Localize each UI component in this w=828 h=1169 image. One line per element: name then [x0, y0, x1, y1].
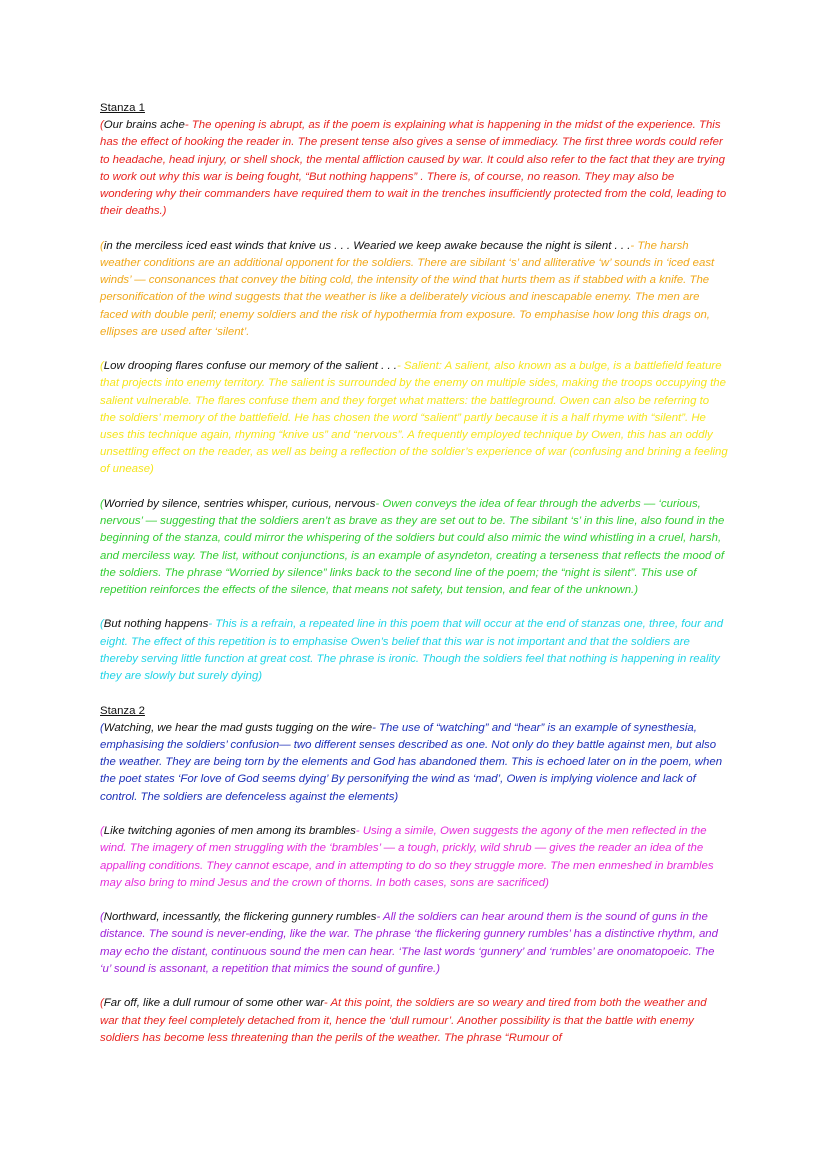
poem-line: Northward, incessantly, the flickering gunnery rumbles [103, 911, 377, 924]
annotation-note: - Using a simile, Owen suggests the agony of the men reflected in the wind. The imagery of men struggling with the ‘brambles’ — a tough, prickly, wild shrub — gives the reader an idea of the appalling conditions. They cannot escape, and in attempting to do so they struggle more. The men enmeshed in brambles may also bring to mind Jesus and the crown of thorns. In both cases, sons are sacrificed) [100, 825, 714, 889]
annotation-note: - The use of “watching” and “hear” is an example of synesthesia, emphasising the soldiers’ confusion— two different senses described as one. Not only do they battle against men, but also the weather. They are being torn by the elements and God has abandoned them. This is echoed later on in the poem, when the poet states ‘For love of God seems dying’ By personifying the wind as ‘mad’, Owen is implying violence and lack of control. The soldiers are defenceless against the elements) [100, 721, 723, 803]
poem-line: Worried by silence, sentries whisper, curious, nervous [103, 497, 376, 510]
stanza-2 [100, 703, 728, 1047]
annotation-paragraph: (Far off, like a dull rumour of some other war- At this point, the soldiers are so weary and tired from both the weather and war that they feel completely detached from it, hence the ‘dull rumour’. Another possibility is that the battle with enemy soldiers has become less threatening than the perils of the weather. The phrase “Rumour of [100, 997, 707, 1044]
annotation-note: - At this point, the soldiers are so weary and tired from both the weather and war that they feel completely detached from it, hence the ‘dull rumour’. Another possibility is that the battle with enemy soldiers has become less threatening than the perils of the weather. The phrase “Rumour of [100, 997, 707, 1044]
annotation-note: - All the soldiers can hear around them is the sound of guns in the distance. The sound is never-ending, like the war. The phrase ‘the flickering gunnery rumbles’ has a distinctive rhythm, and may echo the distant, continuous sound the men can hear. ‘The last words ‘gunnery’ and ‘rumbles’ are onomatopoeic. The ‘u’ sound is assonant, a repetition that mimics the sound of gunfire.) [100, 911, 718, 975]
stanza-heading: Stanza 1 [100, 102, 145, 114]
poem-line: Far off, like a dull rumour of some other war [103, 997, 324, 1010]
annotation-paragraph: (Like twitching agonies of men among its brambles- Using a simile, Owen suggests the agony of the men reflected in the wind. The imagery of men struggling with the ‘brambles’ — a tough, prickly, wild shrub — gives the reader an idea of the appalling conditions. They cannot escape, and in attempting to do so they struggle more. The men enmeshed in brambles may also bring to mind Jesus and the crown of thorns. In both cases, sons are sacrificed) [100, 825, 714, 889]
stanza-heading: Stanza 2 [100, 704, 145, 717]
annotation-paragraph: (Northward, incessantly, the flickering gunnery rumbles- All the soldiers can hear around them is the sound of guns in the distance. The sound is never-ending, like the war. The phrase ‘the flickering gunnery rumbles’ has a distinctive rhythm, and may echo the distant, continuous sound the men can hear. ‘The last words ‘gunnery’ and ‘rumbles’ are onomatopoeic. The ‘u’ sound is assonant, a repetition that mimics the sound of gunfire.) [100, 911, 718, 975]
annotation-paragraph: (Watching, we hear the mad gusts tugging on the wire- The use of “watching” and “hear” is an example of synesthesia, emphasising the soldiers’ confusion— two different senses described as one. Not only do they battle against men, but also the weather. They are being torn by the elements and God has abandoned them. This is echoed later on in the poem, when the poet states ‘For love of God seems dying’ By personifying the wind as ‘mad’, Owen is implying violence and lack of control. The soldiers are defenceless against the elements) [100, 721, 723, 803]
analysis-content [100, 100, 728, 1064]
poem-line: Watching, we hear the mad gusts tugging on the wire [103, 721, 373, 734]
annotation-paragraph: (But nothing happens- This is a refrain, a repeated line in this poem that will occur at the end of stanzas one, three, four and eight. The effect of this repetition is to emphasise Owen’s belief that this war is not important and that the soldiers are thereby serving little function at great cost. The phrase is ironic. Though the soldiers feel that nothing is happening in reality they are slowly but surely dying) [100, 618, 724, 683]
annotation-note: - The opening is abrupt, as if the poem is explaining what is happening in the midst of the experience. This has the effect of hooking the reader in. The present tense also gives a sense of immediacy. The first three words could refer to headache, head injury, or shell shock, the mental affliction caused by war. It could also refer to the fact that they are trying to work out why this war is being fought, “But nothing happens” . There is, of course, no reason. They may also be wondering why their commanders have required them to wait in the trenches insufficiently protected from the cold, leading to their deaths.) [100, 119, 727, 218]
poem-line: Our brains ache [103, 119, 185, 132]
poem-line: But nothing happens [103, 618, 209, 631]
poem-line: Low drooping flares confuse our memory of the salient . . . [103, 360, 397, 373]
annotation-note: - Salient: A salient, also known as a bulge, is a battlefield feature that projects into enemy territory. The salient is surrounded by the enemy on multiple sides, making the troops occupying the salient vulnerable. The flares confuse them and they forget what matters: the battleground. Owen can also be referring to the soldiers’ memory of the battlefield. He has chosen the word “salient” partly because it is a half rhyme with “silent”. He uses this technique again, rhyming “knive us” and “nervous”. A frequently employed technique by Owen, this has an oddly unsettling effect on the reader, as well as being a reflection of the soldier’s experience of war (confusing and brining a feeling of unease) [100, 360, 728, 476]
annotation-paragraph: (Low drooping flares confuse our memory of the salient . . .- Salient: A salient, also known as a bulge, is a battlefield feature that projects into enemy territory. The salient is surrounded by the enemy on multiple sides, making the troops occupying the salient vulnerable. The flares confuse them and they forget what matters: the battleground. Owen can also be referring to the soldiers’ memory of the battlefield. He has chosen the word “salient” partly because it is a half rhyme with “silent”. He uses this technique again, rhyming “knive us” and “nervous”. A frequently employed technique by Owen, this has an oddly unsettling effect on the reader, as well as being a reflection of the soldier’s experience of war (confusing and brining a feeling of unease) [100, 360, 728, 476]
annotation-note: - This is a refrain, a repeated line in this poem that will occur at the end of stanzas one, three, four and eight. The effect of this repetition is to emphasise Owen’s belief that this war is not important and that the soldiers are thereby serving little function at great cost. The phrase is ironic. Though the soldiers feel that nothing is happening in reality they are slowly but surely dying) [100, 618, 724, 683]
annotation-paragraph: (Worried by silence, sentries whisper, curious, nervous- Owen conveys the idea of fear through the adverbs — ‘curious, nervous’ — suggesting that the soldiers aren’t as brave as they are set out to be. The sibilant ‘s’ in this line, also found in the beginning of the stanza, could mirror the whispering of the soldiers but could also mimic the wind whistling in a cruel, harsh, and merciless way. The list, without conjunctions, is an example of asyndeton, creating a terseness that reflects the mood of the soldiers. The phrase “Worried by silence” links back to the second line of the poem; the “night is silent”. This use of repetition reinforces the effects of the silence, that means not safety, but tension, and fear of the unknown.) [100, 497, 725, 596]
annotation-note: - The harsh weather conditions are an additional opponent for the soldiers. There are sibilant ‘s’ and alliterative ‘w’ sounds in ‘iced east winds’ — consonances that convey the biting cold, the intensity of the wind that hurts them as if stabbed with a knife. The personification of the wind suggests that the weather is like a deliberately vicious and inescapable enemy. The men are faced with double peril; enemy soldiers and the risk of hypothermia from exposure. To emphasise how long this drags on, ellipses are used after ‘silent’. [100, 239, 715, 338]
stanza-1 [100, 100, 728, 685]
annotation-paragraph: (Our brains ache- The opening is abrupt, as if the poem is explaining what is happening in the midst of the experience. This has the effect of hooking the reader in. The present tense also gives a sense of immediacy. The first three words could refer to headache, head injury, or shell shock, the mental affliction caused by war. It could also refer to the fact that they are trying to work out why this war is being fought, “But nothing happens” . There is, of course, no reason. They may also be wondering why their commanders have required them to wait in the trenches insufficiently protected from the cold, leading to their deaths.) [100, 119, 727, 218]
poem-line: Like twitching agonies of men among its brambles [103, 825, 356, 838]
poem-line: in the merciless iced east winds that knive us . . . Wearied we keep awake because the night is silent . . . [103, 239, 631, 252]
annotation-note: - Owen conveys the idea of fear through the adverbs — ‘curious, nervous’ — suggesting that the soldiers aren’t as brave as they are set out to be. The sibilant ‘s’ in this line, also found in the beginning of the stanza, could mirror the whispering of the soldiers but could also mimic the wind whistling in a cruel, harsh, and merciless way. The list, without conjunctions, is an example of asyndeton, creating a terseness that reflects the mood of the soldiers. The phrase “Worried by silence” links back to the second line of the poem; the “night is silent”. This use of repetition reinforces the effects of the silence, that means not safety, but tension, and fear of the unknown.) [100, 497, 725, 596]
annotation-paragraph: (in the merciless iced east winds that knive us . . . Wearied we keep awake because the night is silent . . .- The harsh weather conditions are an additional opponent for the soldiers. There are sibilant ‘s’ and alliterative ‘w’ sounds in ‘iced east winds’ — consonances that convey the biting cold, the intensity of the wind that hurts them as if stabbed with a knife. The personification of the wind suggests that the weather is like a deliberately vicious and inescapable enemy. The men are faced with double peril; enemy soldiers and the risk of hypothermia from exposure. To emphasise how long this drags on, ellipses are used after ‘silent’. [100, 239, 715, 338]
